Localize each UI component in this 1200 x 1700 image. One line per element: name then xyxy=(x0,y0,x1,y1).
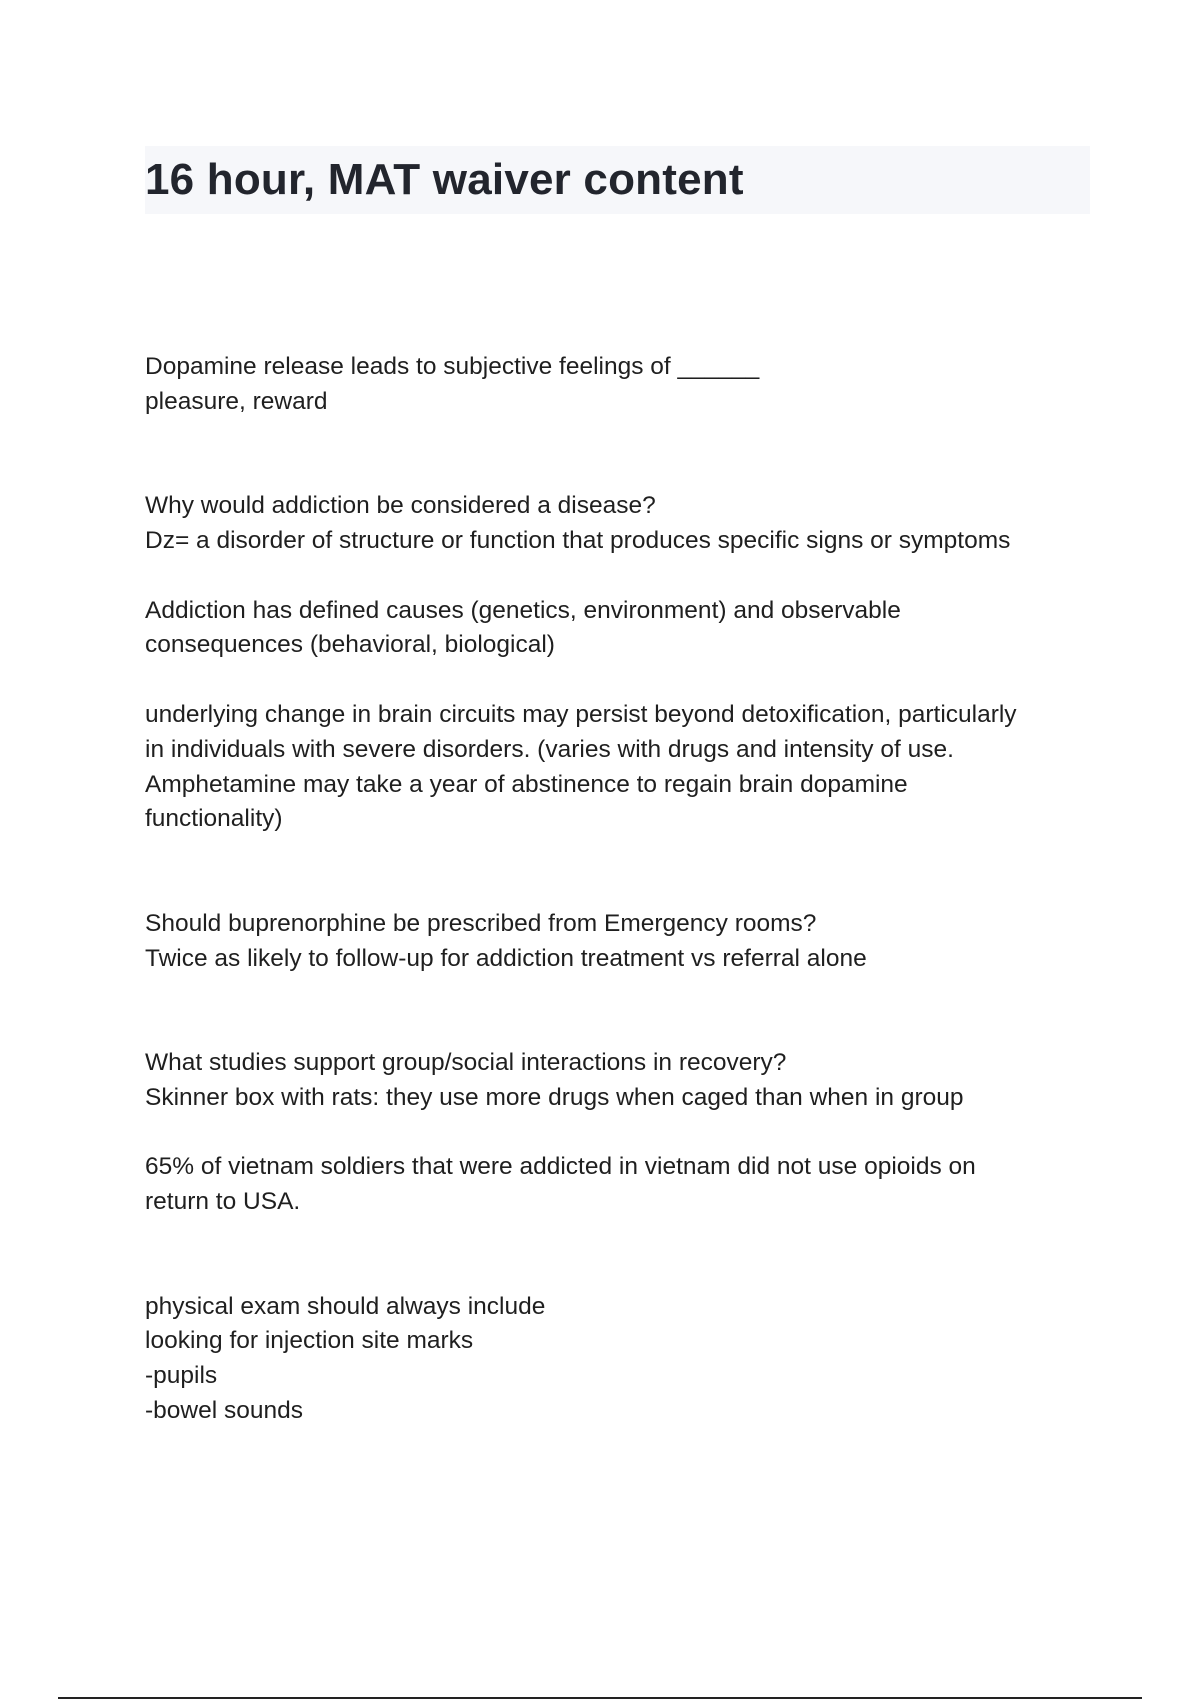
section-dopamine xyxy=(145,350,1095,420)
section-social-recovery xyxy=(145,1046,1095,1220)
paragraph xyxy=(145,594,1095,664)
question-text: Should buprenorphine be prescribed from Emergency rooms? xyxy=(145,909,817,937)
body-text: consequences (behavioral, biological) xyxy=(145,631,555,659)
body-text: return to USA. xyxy=(145,1188,301,1216)
section-spacer xyxy=(145,1220,1095,1290)
paragraph-spacer xyxy=(145,1116,1095,1151)
question-text: Dopamine release leads to subjective feelings of ______ xyxy=(145,353,760,380)
paragraph xyxy=(145,350,1095,420)
footer-divider xyxy=(58,1697,1142,1699)
body-text: functionality) xyxy=(145,805,283,833)
answer-text: looking for injection site marks xyxy=(145,1327,474,1355)
section-buprenorphine xyxy=(145,907,1095,977)
paragraph xyxy=(145,489,1095,559)
section-addiction-disease xyxy=(145,489,1095,837)
page-title: 16 hour, MAT waiver content xyxy=(145,155,744,204)
question-text: What studies support group/social interactions in recovery? xyxy=(145,1048,787,1076)
body-text: Addiction has defined causes (genetics, environment) and observable xyxy=(145,596,901,624)
paragraph xyxy=(145,698,1095,837)
body-text: 65% of vietnam soldiers that were addicted in vietnam did not use opioids on xyxy=(145,1153,976,1181)
paragraph-spacer xyxy=(145,663,1095,698)
body-text: Amphetamine may take a year of abstinence to regain brain dopamine xyxy=(145,770,908,798)
section-spacer xyxy=(145,976,1095,1046)
section-physical-exam xyxy=(145,1290,1095,1429)
question-text: Why would addiction be considered a disease? xyxy=(145,492,656,520)
paragraph xyxy=(145,1290,1095,1429)
section-spacer xyxy=(145,837,1095,907)
answer-text: Skinner box with rats: they use more drugs when caged than when in group xyxy=(145,1083,964,1111)
body-text: underlying change in brain circuits may persist beyond detoxification, particularly xyxy=(145,700,1017,728)
title-bar xyxy=(145,146,1090,214)
section-spacer xyxy=(145,420,1095,490)
list-item: -pupils xyxy=(145,1362,218,1390)
paragraph xyxy=(145,907,1095,977)
answer-text: Twice as likely to follow-up for addiction treatment vs referral alone xyxy=(145,944,867,972)
body-text: in individuals with severe disorders. (varies with drugs and intensity of use. xyxy=(145,735,954,763)
document-body xyxy=(145,350,1095,1429)
list-item: -bowel sounds xyxy=(145,1396,303,1424)
paragraph-spacer xyxy=(145,559,1095,594)
answer-text: pleasure, reward xyxy=(145,387,328,415)
paragraph xyxy=(145,1046,1095,1116)
question-text: physical exam should always include xyxy=(145,1292,546,1320)
answer-text: Dz= a disorder of structure or function that produces specific signs or symptoms xyxy=(145,526,1011,554)
paragraph xyxy=(145,1150,1095,1220)
